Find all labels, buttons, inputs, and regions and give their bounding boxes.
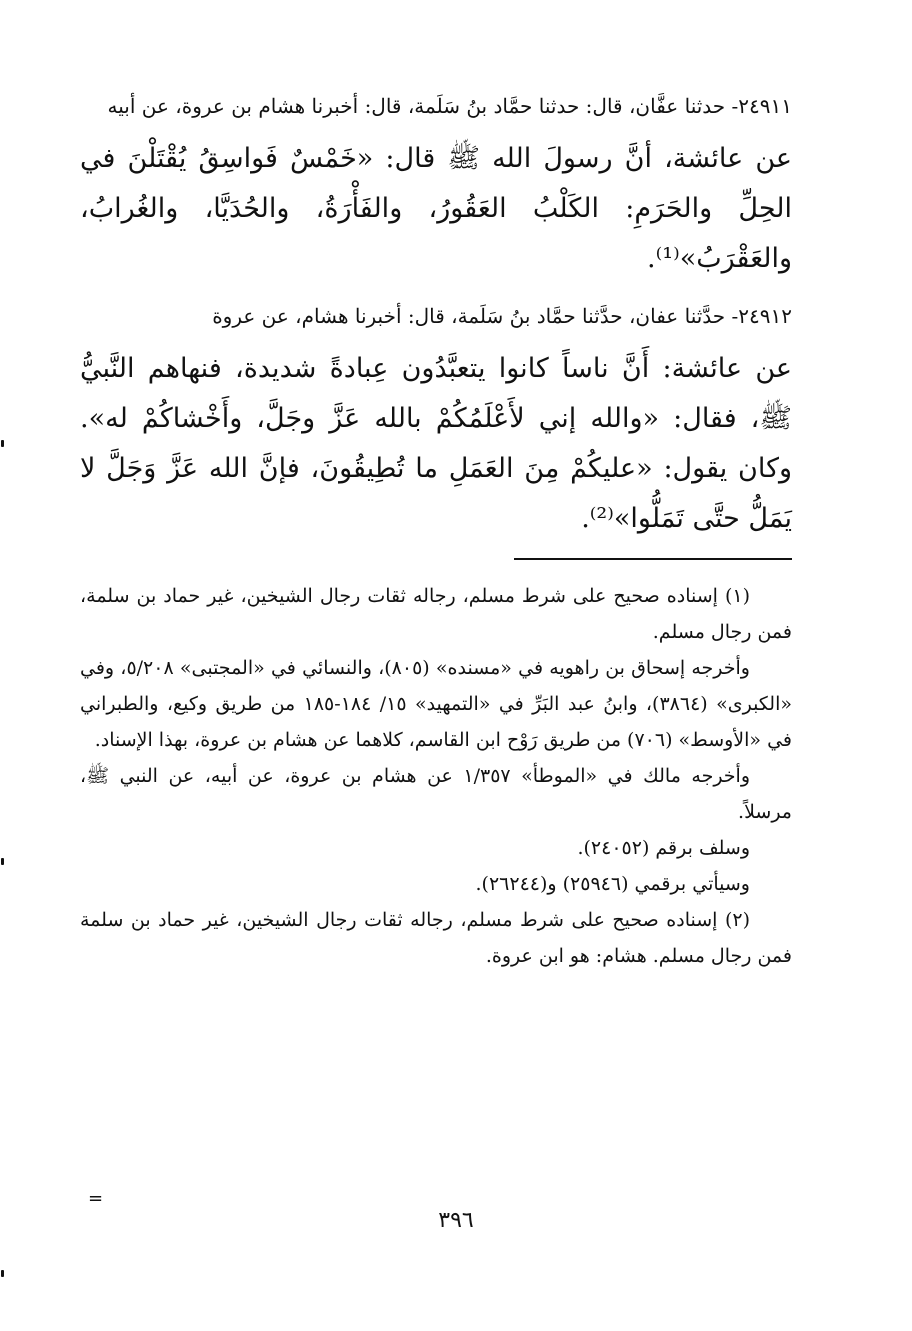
- footnote-separator: [514, 558, 792, 560]
- hadith-isnad: ٢٤٩١١- حدثنا عفَّان، قال: حدثنا حمَّاد بنُ سَلَمة، قال: أخبرنا هشام بن عروة، عن أبيه: [107, 94, 792, 118]
- footnote-paragraph: وأخرجه إسحاق بن راهويه في «مسنده» (٨٠٥)، والنسائي في «المجتبى» ٥/٢٠٨، وفي «الكبرى» (٣٨٦٤)، وابنُ عبد البَرِّ في «التمهيد» ١٥/ ١٨٤-١٨٥ من طريق وكيع، والطبراني في «الأوسط» (٧٠٦) من طريق رَوْح ابن القاسم، كلاهما عن هشام بن عروة، بهذا الإسناد.: [80, 657, 792, 751]
- hadith-isnad: ٢٤٩١٢- حدَّثنا عفان، حدَّثنا حمَّاد بنُ سَلَمة، قال: أخبرنا هشام، عن عروة: [212, 304, 792, 328]
- footnote-paragraph: وأخرجه مالك في «الموطأ» ١/٣٥٧ عن هشام بن عروة، عن أبيه، عن النبي ﷺ، مرسلاً.: [80, 765, 792, 823]
- footnote-paragraph: (١) إسناده صحيح على شرط مسلم، رجاله ثقات رجال الشيخين، غير حماد بن سلمة، فمن رجال مسلم.: [80, 585, 792, 643]
- continuation-mark: =: [88, 1188, 104, 1209]
- footnote-paragraph: وسيأتي برقمي (٢٥٩٤٦) و(٢٦٢٤٤).: [475, 873, 750, 895]
- edge-mark: [1, 440, 4, 447]
- page-number: ٣٩٦: [438, 1208, 474, 1233]
- footnotes: [80, 578, 792, 974]
- footnote-paragraph: (٢) إسناده صحيح على شرط مسلم، رجاله ثقات رجال الشيخين، غير حماد بن سلمة فمن رجال مسلم. هشام: هو ابن عروة.: [80, 909, 792, 967]
- edge-mark: [1, 1270, 4, 1277]
- hadith-matn: عن عائشة: أَنَّ ناساً كانوا يتعبَّدُون عِبادةً شديدة، فنهاهم النَّبيُّ ﷺ، فقال: «والله إني لأَعْلَمُكُمْ بالله عَزَّ وجَلَّ، وأَخْشاكُمْ له». وكان يقول: «عليكُمْ مِنَ العَمَلِ ما تُطِيقُونَ، فإنَّ الله عَزَّ وَجَلَّ لا يَمَلُّ حتَّى تَمَلُّوا»⁽²⁾.: [80, 353, 792, 534]
- page-body: [80, 88, 792, 974]
- hadith-matn: عن عائشة، أنَّ رسولَ الله ﷺ قال: «خَمْسٌ فَواسِقُ يُقْتَلْنَ في الحِلِّ والحَرَمِ: الكَلْبُ العَقُورُ، والفَأْرَةُ، والحُدَيَّا، والغُرابُ، والعَقْرَبُ»⁽¹⁾.: [80, 143, 792, 274]
- footnote-paragraph: وسلف برقم (٢٤٠٥٢).: [577, 837, 750, 859]
- edge-mark: [1, 858, 4, 865]
